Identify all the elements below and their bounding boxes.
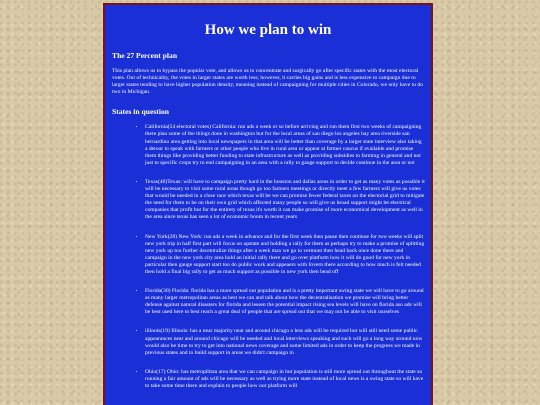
list-item-florida: • Florida(30) Florida: florida has a more spread out population and is a pretty important swing state we will have to go around as many larger metropolitan areas as best we can and talk about how the decentralisation we promise will bring better defense against natural disasters for florida and lessen the potential impact rising sea levels will have on florida aso ads will be best used here to best reach a great deal of people that are spread out that we may not be able to visit ourselves [145,288,425,316]
section-heading-27-percent: The 27 Percent plan [112,51,178,60]
list-item-california: • California(54 electoral votes) California: run ads a week or so before arriving and run them first two weeks of campaigning there plan some of the things done in washington but for the local areas of san diego los angeles bay area riverside san bernardino area getting into local newspapers in that area will be better than coverage by a larger state interview also taking a detour to speak with farmers or other people who live in rural area or appear at farmer caucus if available and promise them things like providing better funding to state infrastructure as well as providing subsidies to farming in general and not just to specific crops try to end campaigning in an area with a rally to gauge support to decide continue in the area or not [145,124,425,167]
list-item-texas: • Texas(40)Texas: will have to campaign pretty hard in the houston and dallas areas in order to get as many votes as possible it will be necessary to visit some rural areas though go too farmers meetings or directly meet a few farmers will give us votes that would be needed in a close race which texas will be we can promise fewer federal taxes on the electorial grid to mitigate the need for them to be on their own grid which affected many people so will give us broad support might let electrical companies that profit but for the entirety of texas it's worth it can make promise of more economical development as well in the area since texas has seen a lot of economic boom in recent years [145,179,425,222]
states-list [111,124,425,390]
list-item-new-york: • New York(28) New York: run ads a week in advance and for the first week then pause then continue for two weeks will split new york trip in half first part will focus on upstate and holding a rally for them as perhaps try to make a promise of splitting new york up too further decentralize things after a week max we go to vermont then head back once done there and campaign in the new york city area hold an initial rally there and go over platform how it will do good for new york in particular then gauge support start too do public work and appeaers with fovern there according to how much is felt needed then hold a final big rally to get as much support as possible in new york then head off [145,234,425,277]
content-panel [103,3,433,405]
plan-description: This plan allows us to bypass the popular vote, and allows us to concentrate and surgically go after specific states with the most electoral votes. Out of technicality, the votes in larger states are worth less; however, it carries big gains and is less expensive to campaign due to larger states tending to have higher population density, meaning instead of campaigning for multiple cities in Colorado, we only have to do two in Michigan. [112,68,424,96]
list-item-illinois: • illinois(19) Illinois: has a near majority near and around chicago o less ads will be required but will still need some public appearances near and around chicago will be needed and local interviews speaking and such will go a long way around now would also be time to try to get into national news coverage and some limited ads in order to keep the progress we made in previous states and to build support in areas we didn't campaign in [145,328,425,356]
page-title: How we plan to win [204,22,332,38]
section-heading-states: States in question [112,107,169,117]
list-item-ohio: • Ohio(17) Ohio: has metropilitan area that we can campaign in but population is still more spread out throughout the state so running a fair amount of ads will be necessary as well as trying more state instead of local news is a swing state so will have to take some time there and explain to people how our platform will [145,369,425,390]
